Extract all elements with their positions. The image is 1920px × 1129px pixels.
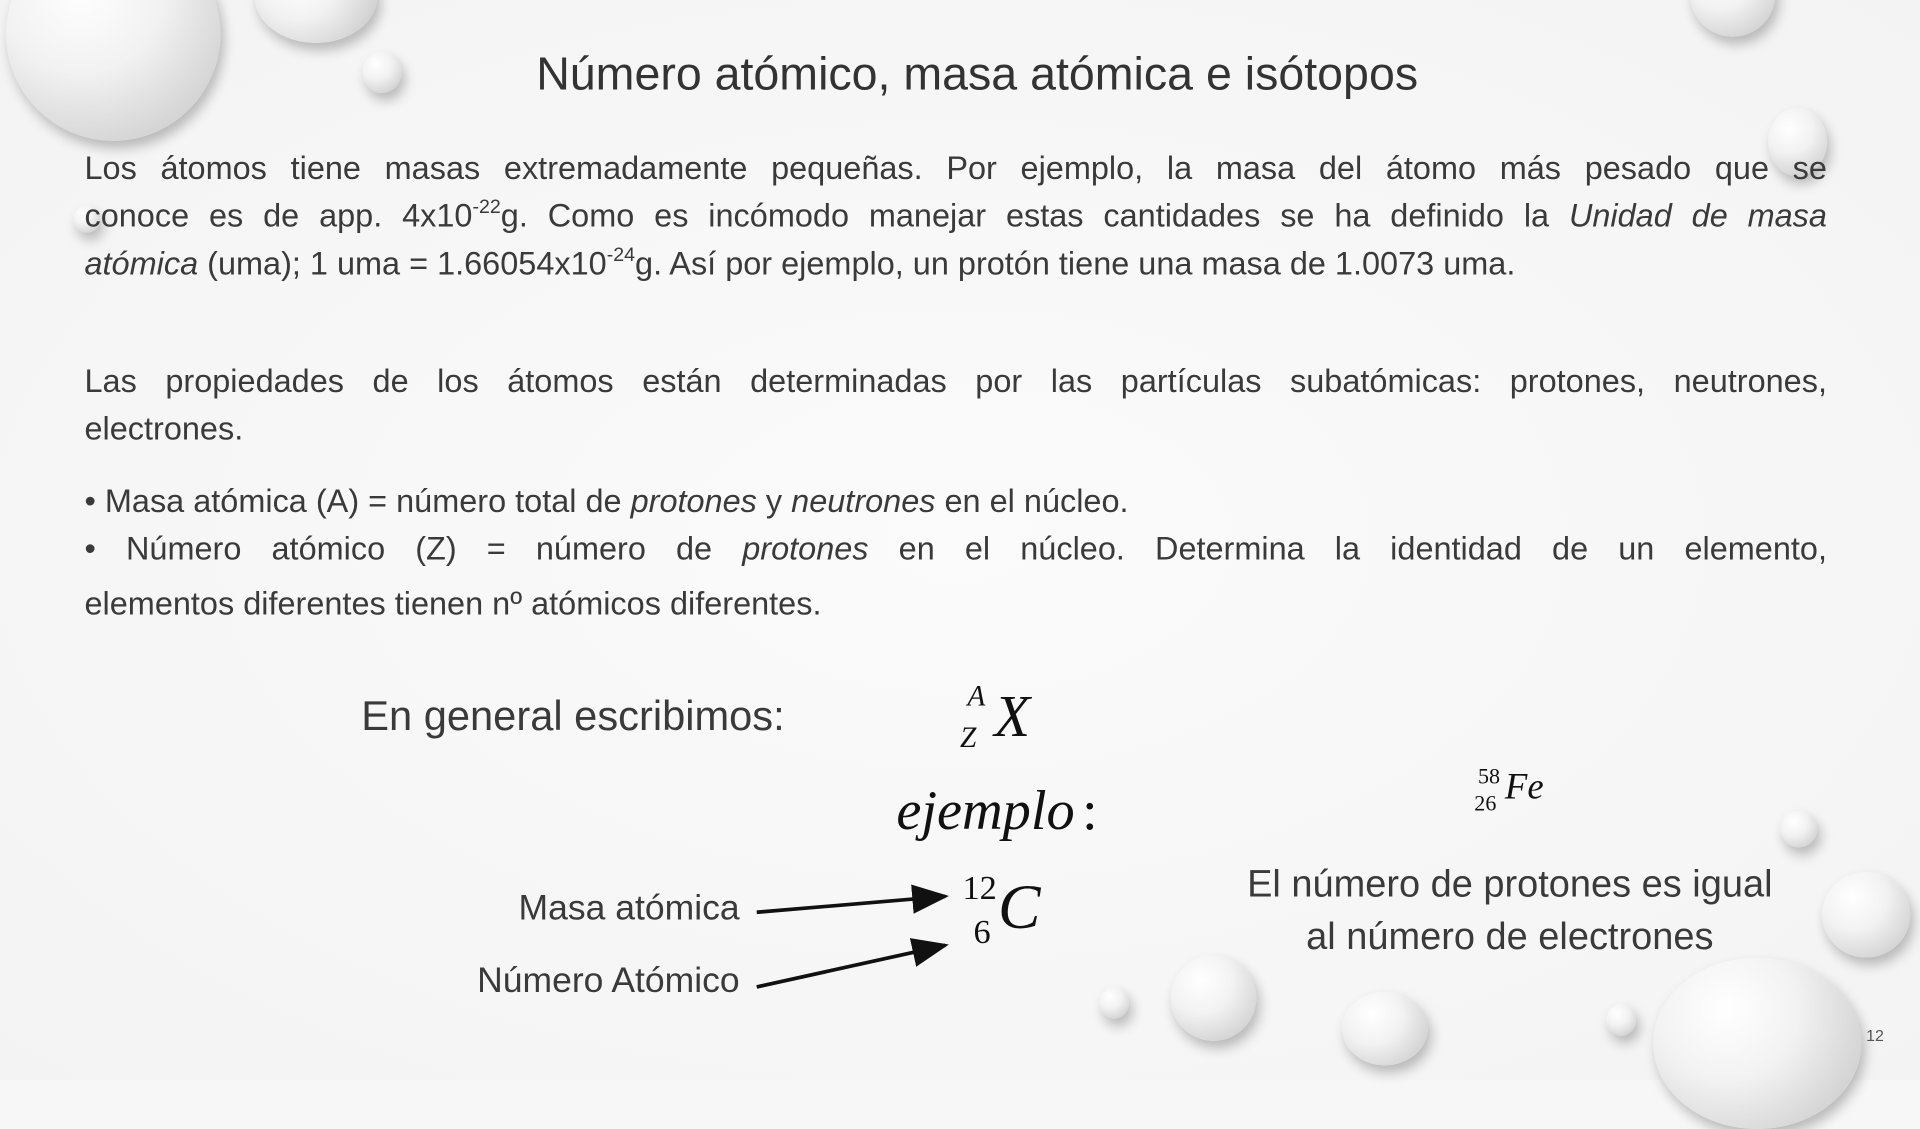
paragraph-2-line-1: Las propiedades de los átomos están determinadas por las partículas subatómicas: protones, neutrones, — [84, 362, 1827, 400]
text: : — [1081, 778, 1098, 842]
fe-symbol: Fe — [1504, 766, 1544, 807]
page-number: 12 — [1866, 1026, 1884, 1045]
italic-text: Unidad de masa — [1568, 197, 1827, 234]
number-label: Número Atómico — [477, 961, 740, 1001]
general-label: En general escribimos: — [361, 693, 785, 740]
text: en el núcleo. — [935, 482, 1129, 520]
text: conoce es de app. 4x10 — [84, 197, 473, 234]
text: ejemplo — [896, 778, 1075, 842]
italic-text: protones — [742, 530, 869, 567]
italic-text: protones — [630, 482, 757, 520]
italic-text: atómica — [84, 244, 199, 282]
carbon-symbol: C — [997, 873, 1041, 943]
notation-z: Z — [960, 722, 977, 755]
text: g. Así por ejemplo, un protón tiene una masa de 1.0073 uma. — [635, 244, 1516, 282]
text: (uma); 1 uma = 1.66054x10 — [198, 244, 607, 282]
text: • Número atómico (Z) = número de — [84, 530, 743, 567]
paragraph-2-line-2: electrones. — [84, 410, 244, 447]
bullet-number-cont: elementos diferentes tienen nº atómicos diferentes. — [84, 585, 822, 623]
text: y — [756, 482, 792, 520]
carbon-number: 6 — [973, 913, 991, 952]
superscript: -22 — [472, 197, 501, 218]
note-line: El número de protones es igual — [1247, 862, 1773, 905]
arrow-number — [757, 945, 946, 987]
carbon-mass: 12 — [962, 869, 997, 908]
notation-a: A — [967, 680, 986, 713]
note-line: al número de electrones — [1306, 914, 1714, 958]
paragraph-1-line-1: Los átomos tiene masas extremadamente pequeñas. Por ejemplo, la masa del átomo más pesado que se — [84, 149, 1827, 187]
arrow-mass — [757, 896, 946, 912]
fe-number: 26 — [1474, 791, 1497, 816]
italic-text: neutrones — [791, 482, 936, 520]
slide-title: Número atómico, masa atómica e isótopos — [536, 48, 1419, 101]
text: • Masa atómica (A) = número total de — [84, 482, 631, 520]
electron-note — [1204, 857, 1816, 962]
superscript: -24 — [606, 244, 636, 266]
notation-x: X — [994, 684, 1031, 750]
text: en el núcleo. Determina la identidad de un elemento, — [868, 530, 1827, 567]
mass-label: Masa atómica — [518, 888, 740, 929]
text: g. Como es incómodo manejar estas cantidades se ha definido la — [500, 197, 1569, 234]
fe-mass: 58 — [1477, 764, 1501, 789]
